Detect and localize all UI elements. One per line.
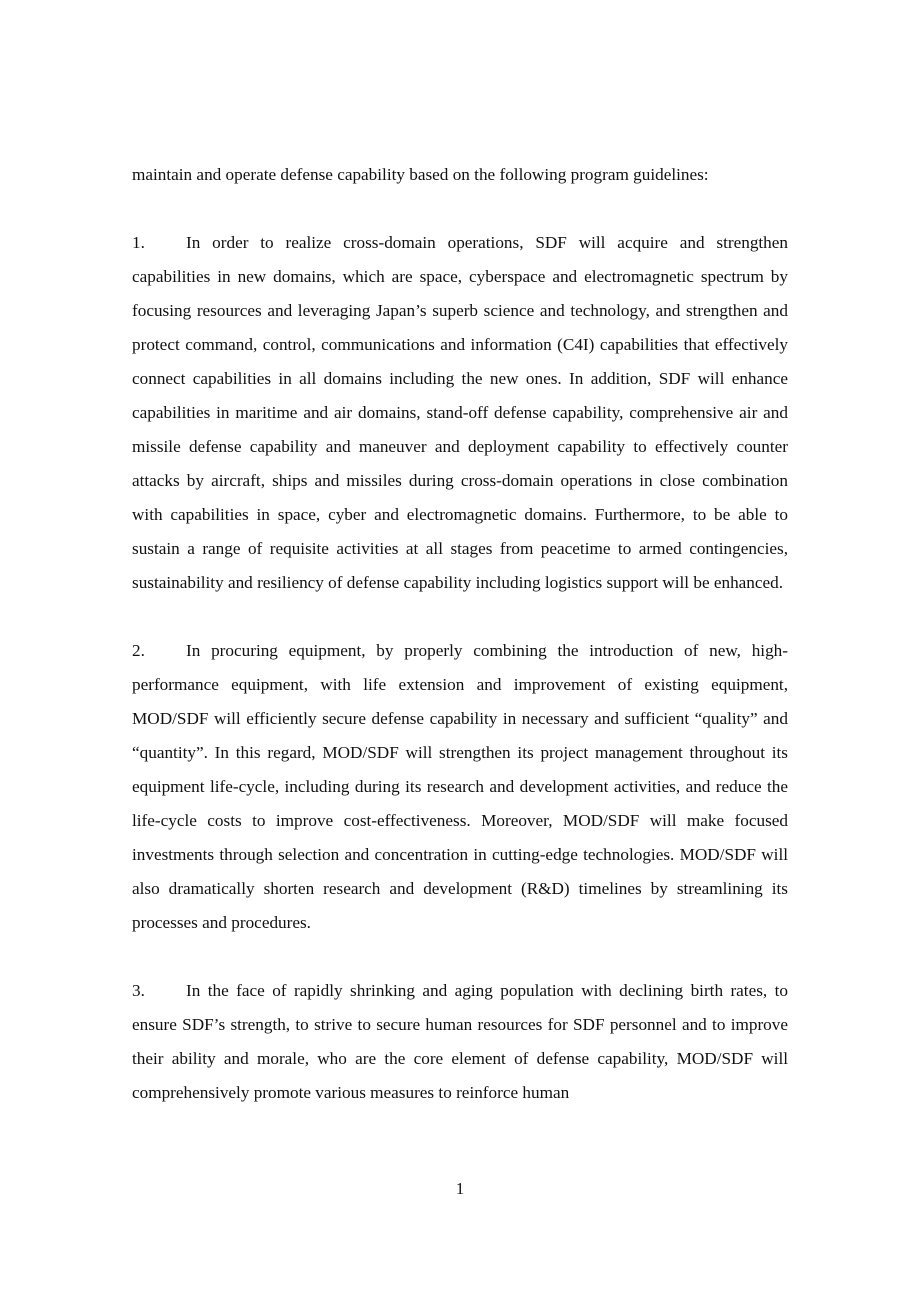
document-body xyxy=(132,158,788,1110)
item-text: In the face of rapidly shrinking and aging population with declining birth rates, to ensure SDF’s strength, to strive to secure human resources for SDF personnel and to improve their ability and morale, who are the core element of defense capability, MOD/SDF will comprehensively promote various measures to reinforce human xyxy=(132,981,788,1102)
page-number: 1 xyxy=(455,1179,465,1198)
guideline-item-2 xyxy=(132,634,788,940)
item-number: 2. xyxy=(132,641,145,660)
paragraph-gap xyxy=(132,940,788,974)
paragraph-gap xyxy=(132,600,788,634)
item-text: In procuring equipment, by properly combining the introduction of new, high-performance equipment, with life extension and improvement of existing equipment, MOD/SDF will efficiently secure defense capability in necessary and sufficient “quality” and “quantity”. In this regard, MOD/SDF will strengthen its project management throughout its equipment life-cycle, including during its research and development activities, and reduce the life-cycle costs to improve cost-effectiveness. Moreover, MOD/SDF will make focused investments through selection and concentration in cutting-edge technologies. MOD/SDF will also dramatically shorten research and development (R&D) timelines by streamlining its processes and procedures. xyxy=(132,641,788,932)
item-number: 1. xyxy=(132,233,145,252)
guideline-item-1 xyxy=(132,226,788,600)
guideline-item-3 xyxy=(132,974,788,1110)
item-text: In order to realize cross-domain operations, SDF will acquire and strengthen capabilities in new domains, which are space, cyberspace and electromagnetic spectrum by focusing resources and leveraging Japan’s superb science and technology, and strengthen and protect command, control, communications and information (C4I) capabilities that effectively connect capabilities in all domains including the new ones. In addition, SDF will enhance capabilities in maritime and air domains, stand-off defense capability, comprehensive air and missile defense capability and maneuver and deployment capability to effectively counter attacks by aircraft, ships and missiles during cross-domain operations in close combination with capabilities in space, cyber and electromagnetic domains. Furthermore, to be able to sustain a range of requisite activities at all stages from peacetime to armed contingencies, sustainability and resiliency of defense capability including logistics support will be enhanced. xyxy=(132,233,788,592)
intro-paragraph: maintain and operate defense capability based on the following program guidelines: xyxy=(132,165,709,184)
paragraph-gap xyxy=(132,192,788,226)
item-number: 3. xyxy=(132,981,145,1000)
